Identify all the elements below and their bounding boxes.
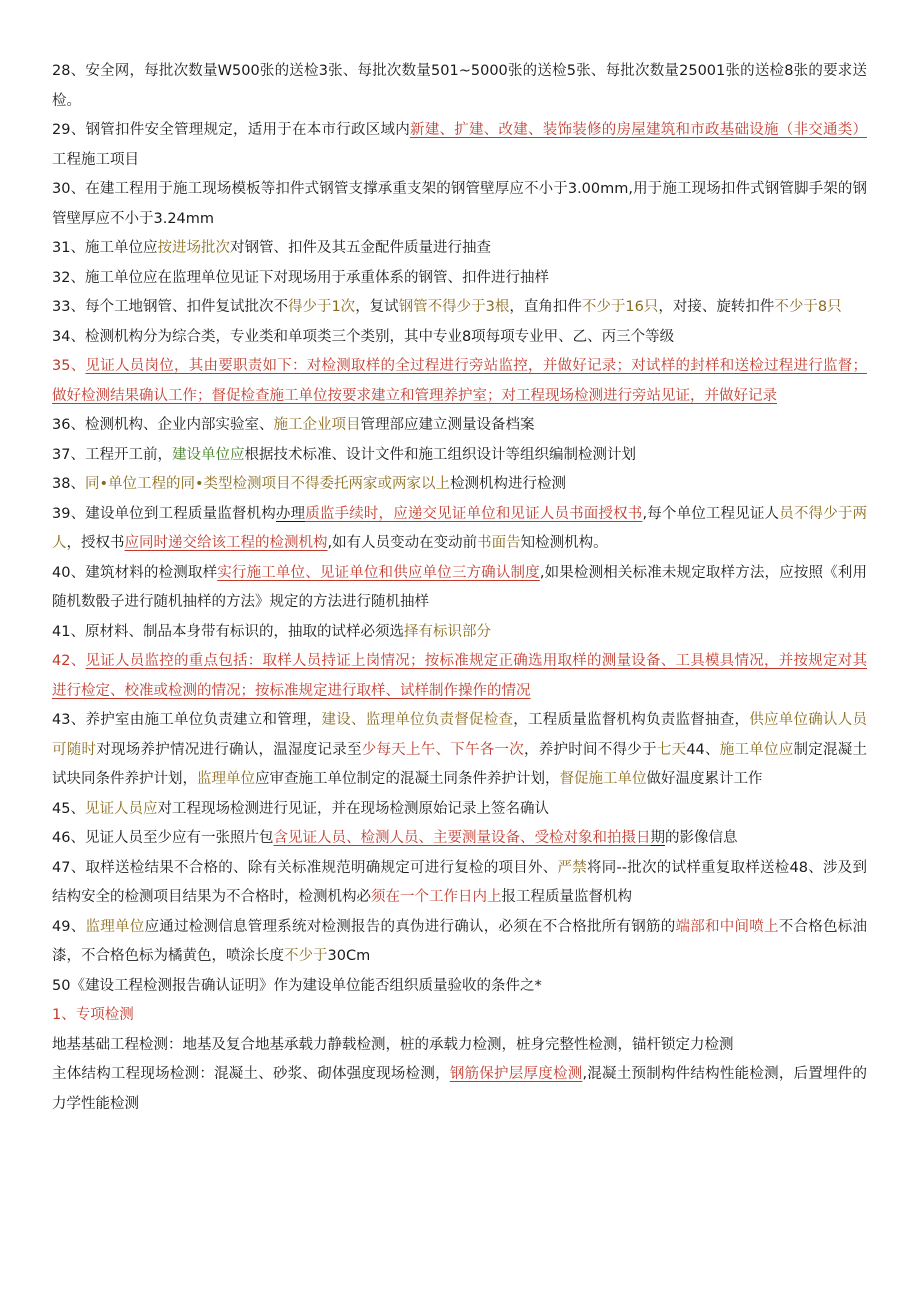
paragraph-structure-inspection	[52, 1060, 867, 1119]
text-segment: 见证人员岗位，其由要职责如下：对检测取样的全过程进行旁站监控，并做好记录；对试样的封样和送检过程进行监督；做好检测结果确认工作；督促检查施工单位按要求建立和管理养护室；对工程现场检测进行旁站见证，并做好记录	[52, 358, 867, 404]
text-segment: 建设单位应	[171, 446, 245, 463]
paragraph-41	[52, 618, 867, 648]
text-segment: 35、	[52, 358, 86, 374]
text-segment: 的影像信息	[664, 830, 738, 846]
paragraph-50	[52, 972, 867, 1002]
text-segment: 46、见证人员至少应有一张照片包	[52, 830, 274, 846]
text-segment: 制定混凝土试块同条件养护计划，	[52, 741, 868, 787]
text-segment: 45、	[52, 800, 85, 817]
text-segment: 主体结构工程现场检测：混凝土、砂浆、砌体强度现场检测，	[52, 1066, 450, 1082]
text-segment: ，直角扣件	[509, 299, 582, 315]
text-segment: 44、	[686, 741, 720, 758]
text-segment: ，工程质量监督机构负责监督抽查，	[513, 712, 750, 728]
text-segment: ,如有人员变动在变动前	[327, 535, 478, 551]
text-segment: 端部和中间喷上	[675, 918, 779, 935]
paragraph-43-44	[52, 706, 867, 795]
text-segment: 钢管不得少于3根	[398, 299, 510, 315]
text-segment: 按进场批次	[157, 240, 230, 256]
text-segment: 知检测机构。	[520, 535, 608, 551]
text-segment: 见证人员监控的重点包括：取样人员持证上岗情况；按标准规定正确选用取样的测量设备、工具模具情况，并按规定对其进行检定、校准或检测的情况；按标准规定进行取样、试样制作操作的情况	[52, 653, 867, 699]
text-segment: 37、工程开工前，	[52, 446, 172, 463]
text-segment: ，授权书	[66, 535, 125, 551]
text-segment: 根据技术标准、设计文件和施工组织设计等组织编制检测计划	[244, 446, 636, 463]
paragraph-47-48	[52, 854, 867, 913]
text-segment: 同•单位工程的同•类型检测项目不得委托两家或两家以上	[84, 476, 451, 492]
paragraph-39	[52, 500, 867, 559]
text-segment: 检测机构进行检测	[450, 476, 567, 492]
text-segment: 40、建筑材料的检测取样	[52, 564, 218, 581]
text-segment: 择有标识部分	[403, 623, 491, 640]
paragraph-foundation-inspection	[52, 1031, 867, 1061]
text-segment: 不少于8只	[774, 299, 842, 315]
text-segment: 做好温度累计工作	[646, 771, 763, 787]
paragraph-36	[52, 411, 867, 441]
paragraph-30	[52, 175, 867, 234]
text-segment: 供应单位确认人员可随时	[52, 712, 868, 758]
paragraph-29	[52, 116, 867, 175]
text-segment: 32、施工单位应在监理单位见证下对现场用于承重体系的钢管、扣件进行抽样	[52, 269, 549, 286]
text-segment: 钢筋保护层厚度检测	[449, 1066, 583, 1082]
text-segment: ,每个单位工程见证人	[642, 505, 780, 522]
text-segment: 质监手续时，应递交见证单位和见证人员书面授权书	[305, 505, 643, 522]
paragraph-38	[52, 470, 867, 500]
text-segment: ,如果检测相关标准未规定取样方法，应按照《利用随机数骰子进行随机抽样的方法》规定的方法进行随机抽样	[52, 564, 868, 610]
text-segment: 49、	[52, 918, 86, 935]
paragraph-32	[52, 264, 867, 294]
paragraph-31	[52, 234, 867, 264]
text-segment: 监理单位	[197, 771, 255, 787]
text-segment: 38、	[52, 476, 85, 492]
paragraph-28	[52, 57, 867, 116]
text-segment: 不合格色标油漆，不合格色标为橘黄色，喷涂长度	[52, 918, 868, 964]
text-segment: 少每天上午、下午各一次	[361, 741, 525, 758]
text-segment: 43、养护室由施工单位负责建立和管理，	[52, 712, 322, 728]
text-segment: 实行施工单位、见证单位和供应单位三方确认制度	[217, 564, 540, 581]
text-segment: 42、	[52, 653, 86, 669]
text-segment: 含见证人员、检测人员、主要测量设备、受检对象和拍摄日	[273, 830, 651, 846]
text-segment: 30、在建工程用于施工现场模板等扣件式钢管支撑承重支架的钢管壁厚应不小于3.00mm,用于施工现场扣件式钢管脚手架的钢管壁厚应不小于3.24mm	[52, 181, 867, 227]
text-segment: 31、施工单位应	[52, 240, 158, 256]
text-segment: 1、专项检测	[52, 1007, 134, 1023]
text-segment: 新建、扩建、改建、装饰装修的房屋建筑和市政基础设施（非交通类）	[409, 122, 868, 138]
paragraph-37	[52, 441, 867, 471]
text-segment: 不少于16只	[581, 299, 659, 315]
paragraph-33	[52, 293, 867, 323]
text-segment: 应审查施工单位制定的混凝土同条件养护计划，	[255, 771, 560, 787]
section-heading-special-inspection	[52, 1001, 867, 1031]
text-segment: 对现场养护情况进行确认，温湿度记录至	[96, 741, 362, 758]
text-segment: 33、每个工地钢管、扣件复试批次不	[52, 299, 288, 315]
paragraph-40	[52, 559, 867, 618]
text-segment: 督促施工单位	[559, 771, 647, 787]
text-segment: 见证人员应	[84, 800, 158, 817]
document-page	[52, 57, 867, 1119]
text-segment: 施工企业项目	[273, 417, 361, 433]
paragraph-45	[52, 795, 867, 825]
text-segment: 34、检测机构分为综合类，专业类和单项类三个类别，其中专业8项每项专业甲、乙、丙三个等级	[52, 328, 675, 345]
text-segment: 47、取样送检结果不合格的、除有关标准规范明确规定可进行复检的项目外、	[52, 859, 558, 876]
text-segment: 应通过检测信息管理系统对检测报告的真伪进行确认，必须在不合格批所有钢筋的	[144, 918, 676, 935]
text-segment: ，对接、旋转扣件	[658, 299, 775, 315]
text-segment: 严禁	[557, 859, 588, 876]
text-segment: 将同--批次的试样重复取样送检48、涉及到结构安全的检测项目结果为不合格时，检测机构必	[52, 859, 868, 905]
text-segment: 书面告	[477, 535, 521, 551]
text-segment: 管理部应建立测量设备档案	[360, 417, 535, 433]
text-segment: 39、建设单位到工程质量监督机构	[52, 505, 276, 522]
paragraph-46	[52, 824, 867, 854]
text-segment: 不少于	[284, 948, 328, 964]
paragraph-34	[52, 323, 867, 353]
text-segment: 对钢管、扣件及其五金配件质量进行抽查	[229, 240, 491, 256]
paragraph-49	[52, 913, 867, 972]
text-segment: 报工程质量监督机构	[501, 889, 632, 905]
text-segment: ，养护时间不得少于	[524, 741, 657, 758]
text-segment: 员不得少于两人	[52, 505, 868, 551]
text-segment: 30Cm	[327, 948, 371, 964]
text-segment: 41、原材料、制品本身带有标识的，抽取的试样必须选	[52, 623, 404, 640]
paragraph-42	[52, 647, 867, 706]
text-segment: 应同时递交给该工程的检测机构	[124, 535, 328, 551]
text-segment: 施工单位应	[719, 741, 794, 758]
text-segment: 29、钢管扣件安全管理规定，适用于在本市行政区域内	[52, 122, 410, 138]
text-segment: 监理单位	[85, 918, 145, 935]
text-segment: 得少于1次	[287, 299, 356, 315]
paragraph-35	[52, 352, 867, 411]
text-segment: 七天	[656, 741, 687, 758]
text-segment: 36、检测机构、企业内部实验室、	[52, 417, 274, 433]
text-segment: 50《建设工程检测报告确认证明》作为建设单位能否组织质量验收的条件之*	[52, 977, 542, 994]
text-segment: ，复试	[355, 299, 399, 315]
text-segment: 期	[650, 830, 665, 846]
text-segment: 办理	[275, 505, 306, 522]
text-segment: 建设、监理单位负责督促检查	[321, 712, 514, 728]
text-segment: 地基基础工程检测：地基及复合地基承载力静载检测，桩的承载力检测，桩身完整性检测，锚杆锁定力检测	[52, 1036, 734, 1053]
text-segment: ,混凝土预制构件结构性能检测，后置埋件的力学性能检测	[52, 1066, 867, 1112]
text-segment: 须在一个工作日内上	[371, 889, 502, 905]
text-segment: 28、安全网，每批次数量W500张的送检3张、每批次数量501~5000张的送检5张、每批次数量25001张的送检8张的要求送检。	[52, 63, 867, 109]
text-segment: 工程施工项目	[52, 151, 139, 168]
text-segment: 对工程现场检测进行见证，并在现场检测原始记录上签名确认	[157, 800, 549, 817]
